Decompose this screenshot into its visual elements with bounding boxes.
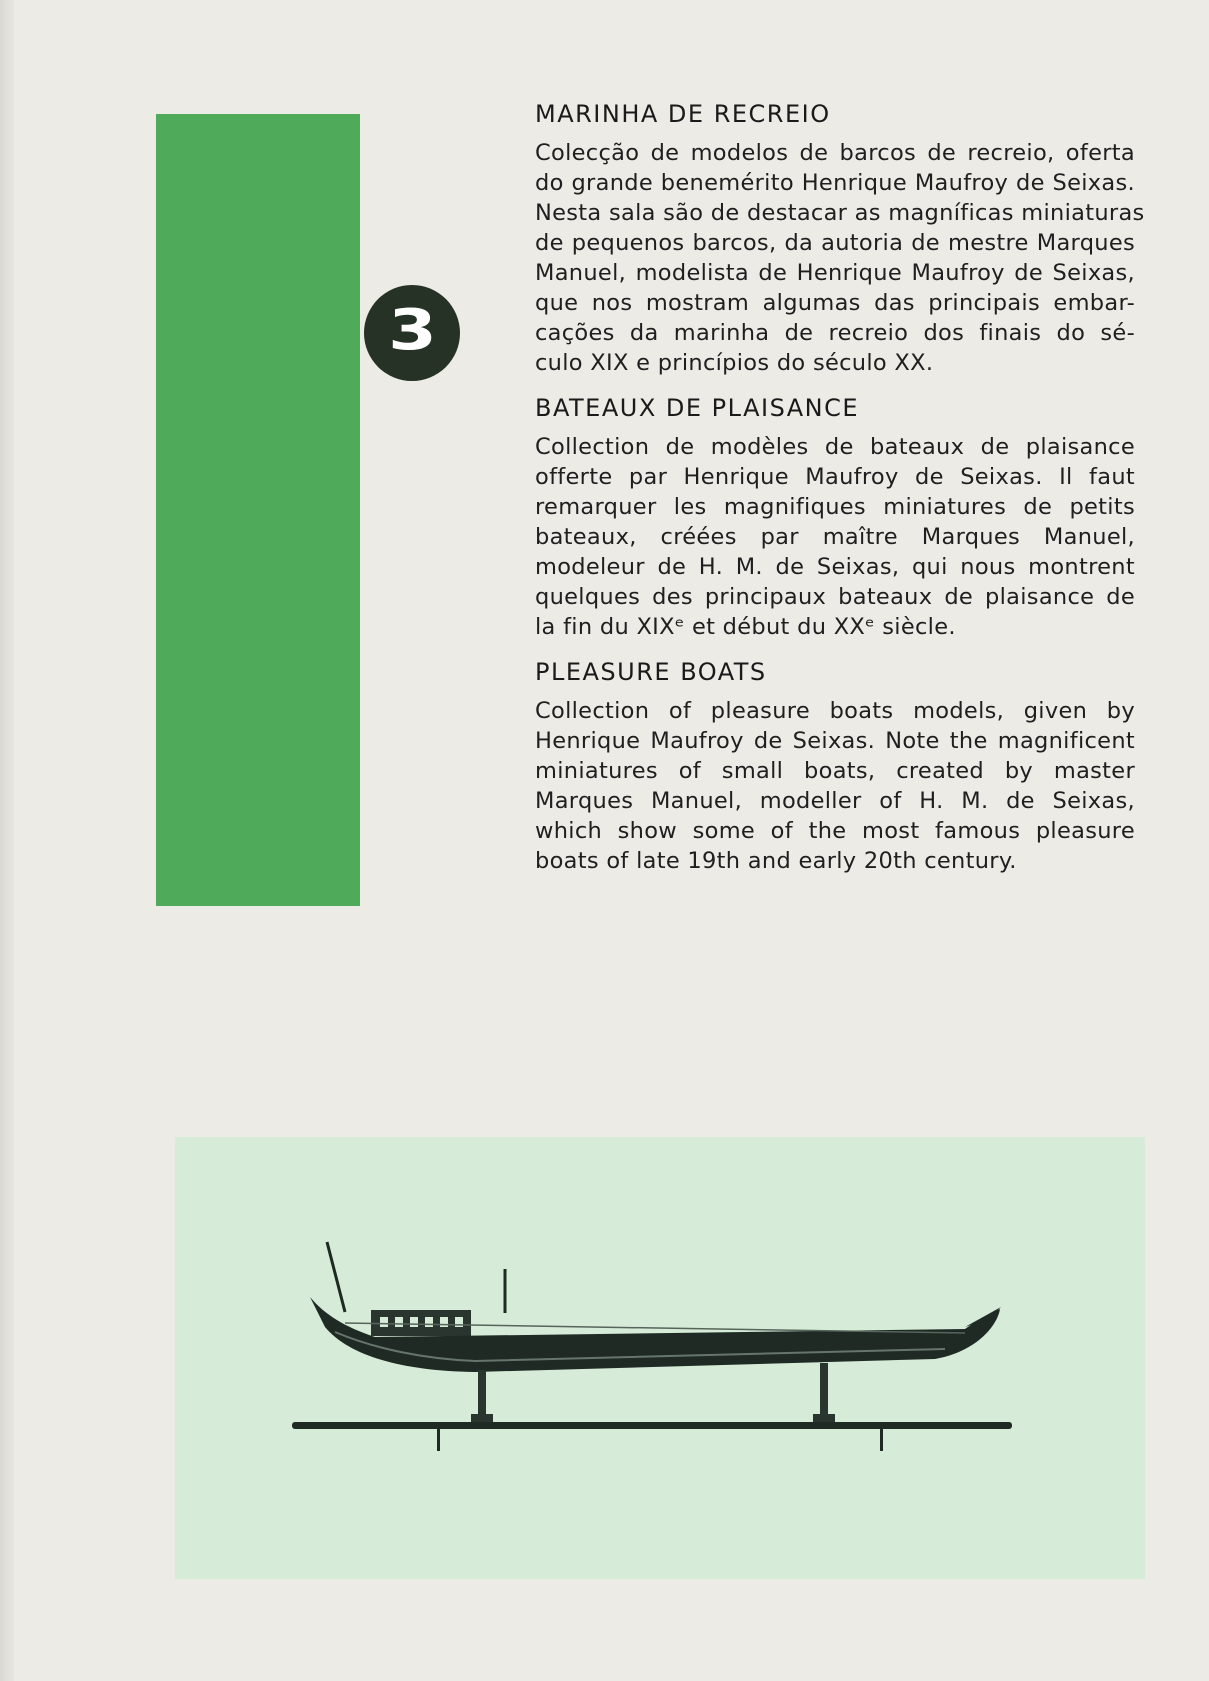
body-line: bateaux, créées par maître Marques Manuel, — [535, 524, 1135, 550]
body-line: miniatures of small boats, created by master — [535, 758, 1135, 784]
heading-french: BATEAUX DE PLAISANCE — [535, 394, 860, 422]
body-line: Marques Manuel, modeller of H. M. de Seixas, — [535, 788, 1135, 814]
body-line: Manuel, modelista de Henrique Maufroy de Seixas, — [535, 260, 1135, 286]
boat-photo — [175, 1137, 1145, 1579]
page-edge — [0, 0, 14, 1681]
body-line: de pequenos barcos, da autoria de mestre Marques — [535, 230, 1135, 256]
section-color-bar — [156, 114, 437, 906]
body-line: Henrique Maufroy de Seixas. Note the magnificent — [535, 728, 1135, 754]
boat-model-icon — [175, 1137, 1145, 1579]
body-line: que nos mostram algumas das principais embar- — [535, 290, 1135, 316]
body-line: Collection de modèles de bateaux de plaisance — [535, 434, 1135, 460]
body-line: quelques des principaux bateaux de plaisance de — [535, 584, 1135, 610]
body-line: modeleur de H. M. de Seixas, qui nous montrent — [535, 554, 1135, 580]
body-line: Collection of pleasure boats models, given by — [535, 698, 1135, 724]
body-line: cações da marinha de recreio dos finais do sé- — [535, 320, 1135, 346]
section-number: 3 — [387, 298, 437, 363]
heading-portuguese: MARINHA DE RECREIO — [535, 100, 831, 128]
body-line: remarquer les magnifiques miniatures de petits — [535, 494, 1135, 520]
body-line: do grande benemérito Henrique Maufroy de Seixas. — [535, 170, 1135, 196]
section-french — [535, 394, 1135, 642]
section-number-badge — [364, 285, 460, 381]
body-line: culo XIX e princípios do século XX. — [535, 350, 934, 376]
section-english — [535, 658, 1135, 876]
text-column — [535, 100, 1145, 892]
body-line: boats of late 19th and early 20th century. — [535, 848, 1017, 874]
body-line: la fin du XIXᵉ et début du XXᵉ siècle. — [535, 614, 956, 640]
body-line: which show some of the most famous pleasure — [535, 818, 1135, 844]
body-line: Nesta sala são de destacar as magníficas miniaturas — [535, 200, 1145, 226]
body-line: Colecção de modelos de barcos de recreio, oferta — [535, 140, 1135, 166]
heading-english: PLEASURE BOATS — [535, 658, 767, 686]
body-line: offerte par Henrique Maufroy de Seixas. Il faut — [535, 464, 1135, 490]
section-portuguese — [535, 100, 1145, 378]
